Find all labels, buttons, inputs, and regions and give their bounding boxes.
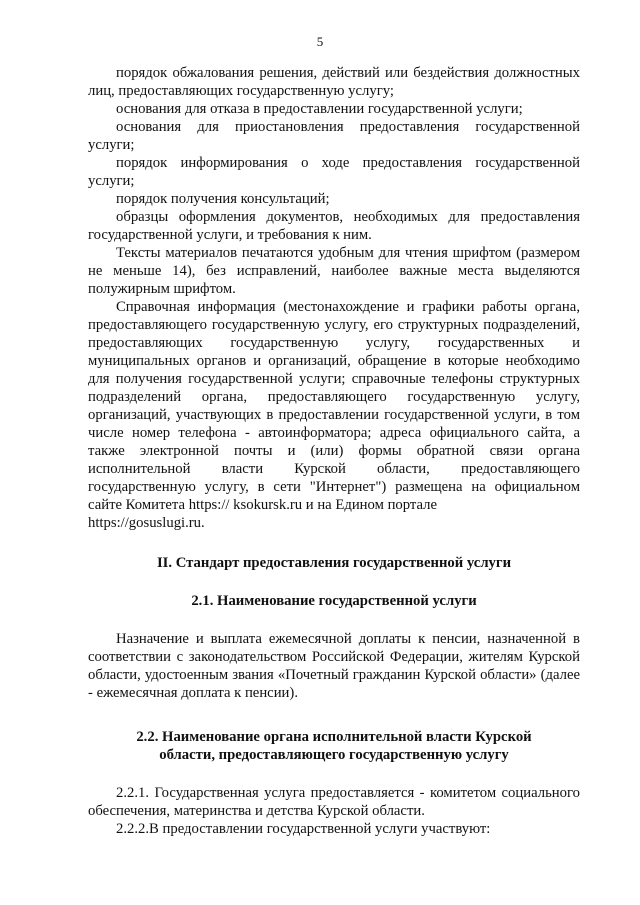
subsection-2-2-title-line2: области, предоставляющего государственную услугу (159, 747, 509, 763)
list-item-refusal-grounds: основания для отказа в предоставлении государственной услуги; (116, 101, 523, 117)
section-2-title: II. Стандарт предоставления государственной услуги (156, 555, 512, 571)
list-item-suspension-grounds: основания для приостановления предоставления государственной услуги; (88, 119, 580, 153)
list-item-consultations: порядок получения консультаций; (116, 191, 330, 207)
page-number: 5 (316, 34, 324, 49)
subsection-2-1-text: Назначение и выплата ежемесячной доплаты к пенсии, назначенной в соответствии с законодательством Российской Федерации, жителям Курской области, удостоенным звания «Почетный гражданин Курской области» (далее - ежемесячная доплата к пенсии). (88, 631, 580, 701)
document-body (88, 64, 580, 838)
paragraph-texts-font: Тексты материалов печатаются удобным для чтения шрифтом (размером не меньше 14), без исправлений, наиболее важные места выделяются полужирным шрифтом. (88, 245, 580, 297)
list-item-appeal-procedure: порядок обжалования решения, действий или бездействия должностных лиц, предоставляющих государственную услугу; (88, 65, 580, 99)
list-item-document-samples: образцы оформления документов, необходимых для предоставления государственной услуги, и требования к ним. (88, 209, 580, 243)
reference-info-url: https://gosuslugi.ru. (88, 515, 205, 531)
paragraph-reference-info: Справочная информация (местонахождение и графики работы органа, предоставляющего государственную услугу, его структурных подразделений, предоставляющих государственную услугу, государственных и муниципальных органов и организаций, обращение в которые необходимо для получения государственной услуги; справочные телефоны структурных подразделений органа, предоставляющего государственную услугу, организаций, участвующих в предоставлении государственной услуги, в том числе номер телефона - автоинформатора; адреса официального сайта, а также электронной почты и (или) формы обратной связи органа исполнительной власти Курской области, предоставляющего государственную услугу, в сети "Интернет") размещена на официальном сайте Комитета https:// ksokursk.ru и на Едином портале (88, 299, 580, 513)
subsection-2-2-title-line1: 2.2. Наименование органа исполнительной власти Курской (136, 729, 532, 745)
list-item-progress-info: порядок информирования о ходе предоставления государственной услуги; (88, 155, 580, 189)
subsection-2-2-2-text: 2.2.2.В предоставлении государственной услуги участвуют: (116, 821, 491, 837)
subsection-2-1-title: 2.1. Наименование государственной услуги (191, 593, 477, 609)
subsection-2-2-1-text: 2.2.1. Государственная услуга предоставляется - комитетом социального обеспечения, материнства и детства Курской области. (88, 785, 580, 819)
